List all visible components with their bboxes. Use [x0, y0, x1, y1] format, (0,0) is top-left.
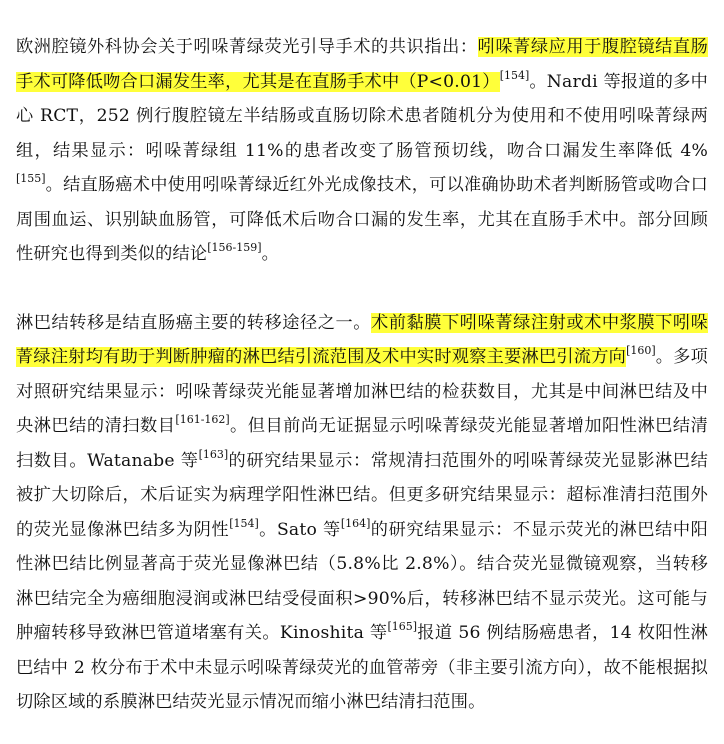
paragraph-text: 。多项对照研究结果显示：吲哚菁绿荧光能显著增加淋巴结的检获数目，尤其是中间淋巴结及中央淋巴结的清扫数目	[16, 347, 708, 436]
highlighted-text: 吲哚菁绿应用于腹腔镜结直肠手术可降低吻合口漏发生率，尤其是在直肠手术中（P<0.01）	[16, 37, 708, 92]
citation-ref: [154]	[499, 68, 530, 82]
citation-ref: [155]	[16, 172, 46, 186]
paragraph-text: 。结直肠癌术中使用吲哚菁绿近红外光成像技术，可以准确协助术者判断肠管或吻合口周围血运、识别缺血肠管，可降低术后吻合口漏的发生率，尤其在直肠手术中。部分回顾性研究也得到类似的结论	[16, 175, 708, 264]
citation-ref: [160]	[626, 344, 656, 358]
paragraph-text: 报道 56 例结肠癌患者，14 枚阳性淋巴结中 2 枚分布于术中未显示吲哚菁绿荧光的血管蒂旁（非主要引流方向），故不能根据拟切除区域的系膜淋巴结荧光显示情况而缩小淋巴结清扫范围。	[16, 623, 708, 712]
paragraph-text: 。Sato 等	[258, 519, 341, 540]
citation-ref: [154]	[229, 516, 259, 530]
paragraph-lymph-node-mapping	[16, 306, 708, 720]
citation-ref: [164]	[340, 516, 371, 530]
citation-ref: [156-159]	[207, 241, 262, 255]
citation-ref: [163]	[198, 447, 229, 461]
paragraph-icg-anastomotic-leak	[16, 30, 708, 272]
citation-ref: [161-162]	[175, 413, 230, 427]
paragraph-text: 淋巴结转移是结直肠癌主要的转移途径之一。	[16, 312, 372, 333]
highlighted-text: 术前黏膜下吲哚菁绿注射或术中浆膜下吲哚菁绿注射均有助于判断肿瘤的淋巴结引流范围及术中实时观察主要淋巴引流方向	[16, 312, 708, 367]
paragraph-text: 。Nardi 等报道的多中心 RCT，252 例行腹腔镜左半结肠或直肠切除术患者随机分为使用和不使用吲哚菁绿两组，结果显示：吲哚菁绿组 11%的患者改变了肠管预切线，吻合口漏发生率降低 4%	[16, 71, 708, 161]
citation-ref: [165]	[387, 620, 418, 634]
paragraph-text: 。但目前尚无证据显示吲哚菁绿荧光能显著增加阳性淋巴结清扫数目。Watanabe 等	[16, 416, 708, 471]
paragraph-text: 。	[261, 244, 279, 264]
paragraph-text: 的研究结果显示：常规清扫范围外的吲哚菁绿荧光显影淋巴结被扩大切除后，术后证实为病理学阳性淋巴结。但更多研究结果显示：超标准清扫范围外的荧光显像淋巴结多为阴性	[16, 450, 709, 540]
paragraph-text: 的研究结果显示：不显示荧光的淋巴结中阳性淋巴结比例显著高于荧光显像淋巴结（5.8%比 2.8%）。结合荧光显微镜观察，当转移淋巴结完全为癌细胞浸润或淋巴结受侵面积>90%后，转移淋巴结不显示荧光。这可能与肿瘤转移导致淋巴管道堵塞有关。Kinoshita 等	[16, 519, 708, 643]
paragraph-text: 欧洲腔镜外科协会关于吲哚菁绿荧光引导手术的共识指出：	[16, 37, 478, 57]
